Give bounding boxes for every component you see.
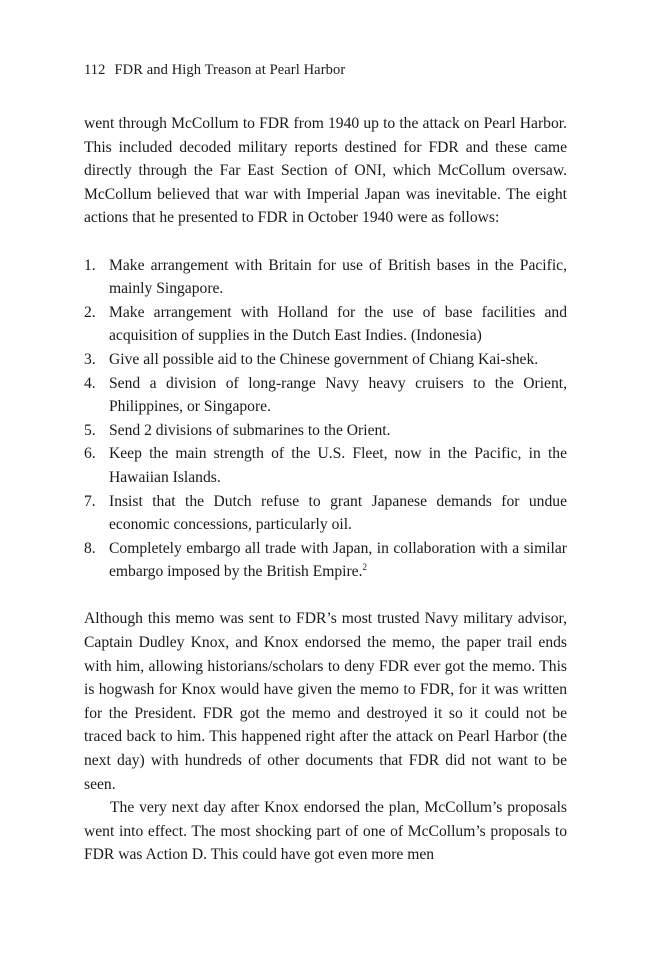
list-item-text: Make arrangement with Britain for use of British bases in the Pacific, mainly Singapore.: [109, 256, 567, 298]
actions-list: [84, 254, 567, 584]
list-item: [84, 348, 567, 372]
body-paragraph-mccollum: The very next day after Knox endorsed the plan, McCollum’s proposals went into effect. The most shocking part of one of McCollum’s proposals to FDR was Action D. This could have got even more men: [84, 799, 567, 864]
book-page: [84, 60, 567, 867]
list-item-text: Keep the main strength of the U.S. Fleet, now in the Pacific, in the Hawaiian Islands.: [109, 445, 567, 486]
list-item-number: 4.: [84, 374, 96, 392]
body-paragraph-intro: went through McCollum to FDR from 1940 up to the attack on Pearl Harbor. This included decoded military reports destined for FDR and these came directly through the Far East Section of ONI, which McCollum oversaw. McCollum believed that war with Imperial Japan was inevitable. The eight actions that he presented to FDR in October 1940 were as follows:: [84, 115, 567, 227]
list-item-number: 6.: [84, 445, 96, 463]
list-item-text: Make arrangement with Holland for the use of base facilities and acquisition of supplies in the Dutch East Indies. (Indonesia): [109, 303, 567, 345]
list-item: [84, 442, 567, 489]
list-item: [84, 254, 567, 301]
list-item-text: Send a division of long-range Navy heavy cruisers to the Orient, Philippines, or Singapore.: [109, 374, 567, 416]
list-item-number: 2.: [84, 303, 96, 321]
list-item: [84, 490, 567, 537]
list-item: [84, 419, 567, 443]
footnote-marker[interactable]: 2: [362, 562, 368, 573]
list-item-number: 7.: [84, 492, 96, 510]
list-item-number: 8.: [84, 539, 96, 557]
list-item: [84, 537, 567, 584]
list-item-number: 1.: [84, 256, 96, 274]
body-paragraph-knox: Although this memo was sent to FDR’s most trusted Navy military advisor, Captain Dudley Knox, and Knox endorsed the memo, the paper trail ends with him, allowing historians/scholars to deny FDR ever got the memo. This is hogwash for Knox would have given the memo to FDR, for it was written for the President. FDR got the memo and destroyed it so it could not be traced back to him. This happened right after the attack on Pearl Harbor (the next day) with hundreds of other documents that FDR did not want to be seen.: [84, 610, 567, 793]
list-item-number: 3.: [84, 350, 96, 368]
list-item-text: Completely embargo all trade with Japan, in collaboration with a similar embargo imposed by the British Empire.: [109, 539, 567, 581]
running-header: [84, 60, 567, 80]
list-item-text: Send 2 divisions of submarines to the Orient.: [109, 421, 391, 439]
page-number: 112: [84, 62, 106, 78]
list-item: [84, 372, 567, 419]
book-title: FDR and High Treason at Pearl Harbor: [114, 62, 346, 78]
list-item-text: Give all possible aid to the Chinese government of Chiang Kai-shek.: [109, 350, 539, 368]
list-item: [84, 301, 567, 348]
list-item-number: 5.: [84, 421, 96, 439]
list-item-text: Insist that the Dutch refuse to grant Japanese demands for undue economic concessions, particularly oil.: [109, 492, 567, 534]
